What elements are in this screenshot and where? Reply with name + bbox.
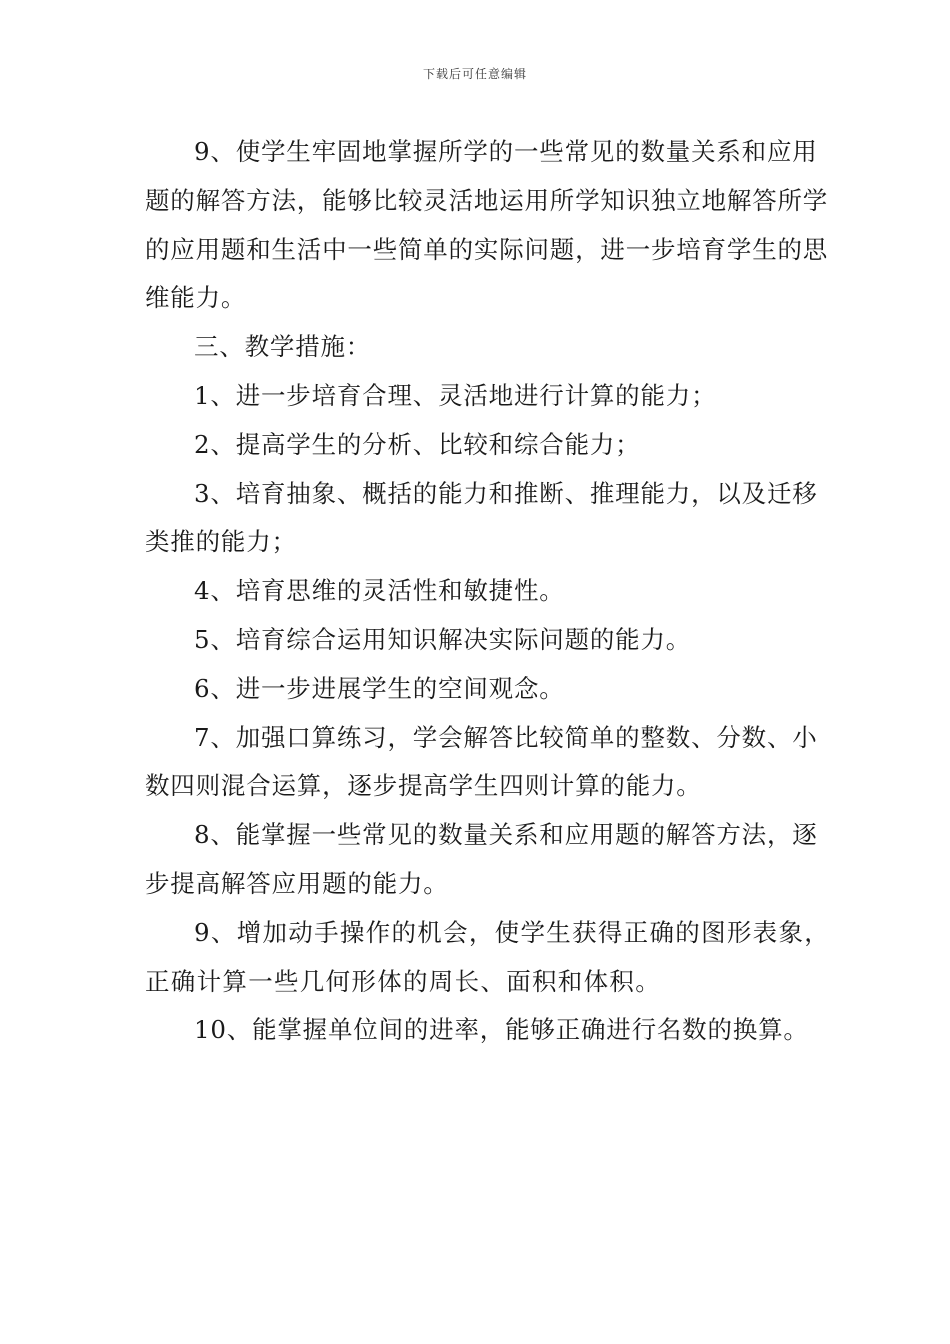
- list-item: 7、加强口算练习，学会解答比较简单的整数、分数、小数四则混合运算，逐步提高学生四则计算的能力。: [145, 722, 818, 801]
- list-item: 6、进一步进展学生的空间观念。: [194, 673, 565, 703]
- list-item: 3、培育抽象、概括的能力和推断、推理能力，以及迁移类推的能力；: [145, 478, 818, 557]
- page-header-note: 下载后可任意编辑: [422, 67, 527, 81]
- list-item: 4、培育思维的灵活性和敏捷性。: [194, 576, 565, 606]
- list-item: 2、提高学生的分析、比较和综合能力；: [194, 429, 641, 459]
- list-item: 9、增加动手操作的机会，使学生获得正确的图形表象，正确计算一些几何形体的周长、面积和体积。: [145, 917, 831, 996]
- paragraph: 9、使学生牢固地掌握所学的一些常见的数量关系和应用题的解答方法，能够比较灵活地运用所学知识独立地解答所学的应用题和生活中一些简单的实际问题，进一步培育学生的思维能力。: [145, 137, 829, 313]
- list-item: 10、能掌握单位间的进率，能够正确进行名数的换算。: [194, 1015, 809, 1045]
- list-item: 8、能掌握一些常见的数量关系和应用题的解答方法，逐步提高解答应用题的能力。: [145, 820, 818, 898]
- document-body: [145, 128, 835, 1055]
- section-heading: 三、教学措施：: [194, 332, 372, 362]
- list-item: 5、培育综合运用知识解决实际问题的能力。: [194, 624, 692, 654]
- list-item: 1、进一步培育合理、灵活地进行计算的能力；: [194, 380, 717, 410]
